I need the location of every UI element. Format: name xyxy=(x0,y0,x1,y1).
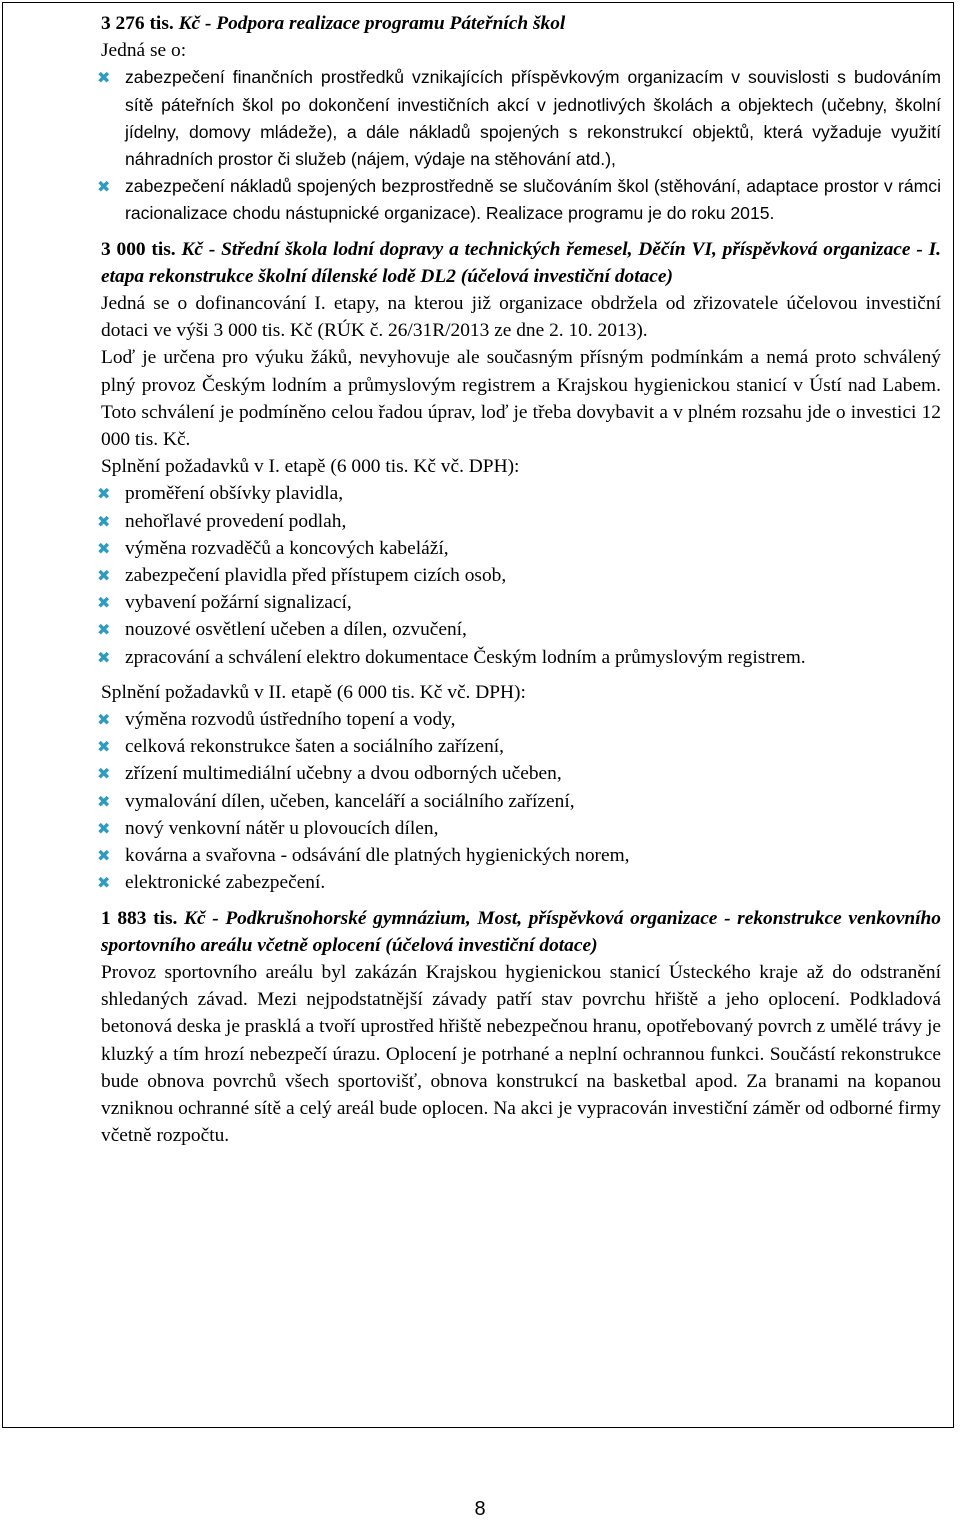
cross-bullet-icon: ✖ xyxy=(97,818,111,838)
section-heading xyxy=(101,905,941,959)
bullet-list xyxy=(97,64,941,227)
cross-bullet-icon: ✖ xyxy=(97,177,111,197)
cross-bullet-icon: ✖ xyxy=(97,511,111,531)
cross-bullet-icon: ✖ xyxy=(97,484,111,504)
heading-amount: 3 000 tis. xyxy=(101,238,176,260)
cross-bullet-icon: ✖ xyxy=(97,846,111,866)
paragraph: Provoz sportovního areálu byl zakázán Krajskou hygienickou stanicí Ústeckého kraje až do odstranění shledaných závad. Mezi nejpodstatnější závady patří stav povrchu hřiště a jeho oplocení. Podkladová betonová deska je prasklá a tvoří uprostřed hřiště nebezpečnou hranu, opotřebovaný povrch z umělé trávy je kluzký a tím hrozí nebezpečí úrazu. Oplocení je potrhané a neplní ochrannou funkci. Součástí rekonstrukce bude obnova povrchů všech sportovišť, obnova konstrukcí na basketbal apod. Za branami na kopanou vzniknou ochranné sítě a celý areál bude oplocen. Na akci je vypracován investiční záměr od odborné firmy včetně rozpočtu. xyxy=(101,961,941,1147)
heading-title: Kč - Podkrušnohorské gymnázium, Most, příspěvková organizace - rekonstrukce venkovního sportovního areálu včetně oplocení (účelová investiční dotace) xyxy=(101,907,941,956)
cross-bullet-icon: ✖ xyxy=(97,764,111,784)
list-item: ✖ proměření obšívky plavidla, xyxy=(101,480,941,507)
list-item: ✖ výměna rozvaděčů a koncových kabeláží, xyxy=(101,535,941,562)
cross-bullet-icon: ✖ xyxy=(97,538,111,558)
list-item: ✖ zabezpečení plavidla před přístupem cizích osob, xyxy=(101,562,941,589)
list-item: ✖ kovárna a svařovna - odsávání dle platných hygienických norem, xyxy=(101,842,941,869)
cross-bullet-icon: ✖ xyxy=(97,710,111,730)
heading-title: Kč - Střední škola lodní dopravy a technických řemesel, Děčín VI, příspěvková organizace - I. etapa rekonstrukce školní dílenské lodě DL2 (účelová investiční dotace) xyxy=(101,238,941,287)
document-body xyxy=(97,10,941,1149)
list-item: ✖ vybavení požární signalizací, xyxy=(101,589,941,616)
page-number: 8 xyxy=(474,1498,486,1520)
cross-bullet-icon: ✖ xyxy=(97,68,111,88)
cross-bullet-icon: ✖ xyxy=(97,737,111,757)
bullet-list xyxy=(97,706,941,896)
list-item: ✖ zabezpečení nákladů spojených bezprostředně se slučováním škol (stěhování, adaptace prostor v rámci racionalizace chodu nástupnické organizace). Realizace programu je do roku 2015. xyxy=(101,173,941,227)
section-heading xyxy=(101,10,941,37)
cross-bullet-icon: ✖ xyxy=(97,647,111,667)
list-item: ✖ elektronické zabezpečení. xyxy=(101,869,941,896)
list-item: ✖ výměna rozvodů ústředního topení a vody, xyxy=(101,706,941,733)
stage-title: Splnění požadavků v II. etapě (6 000 tis. Kč vč. DPH): xyxy=(101,681,526,703)
list-item: ✖ celková rekonstrukce šaten a sociálního zařízení, xyxy=(101,733,941,760)
heading-amount: 3 276 tis. xyxy=(101,13,174,34)
list-item: ✖ nehořlavé provedení podlah, xyxy=(101,508,941,535)
list-item: ✖ zpracování a schválení elektro dokumentace Českým lodním a průmyslovým registrem. xyxy=(101,644,941,671)
stage-title: Splnění požadavků v I. etapě (6 000 tis. Kč vč. DPH): xyxy=(101,456,520,478)
list-item: ✖ nový venkovní nátěr u plovoucích dílen, xyxy=(101,815,941,842)
cross-bullet-icon: ✖ xyxy=(97,593,111,613)
heading-amount: 1 883 tis. xyxy=(101,907,178,929)
cross-bullet-icon: ✖ xyxy=(97,873,111,893)
list-item: ✖ zabezpečení finančních prostředků vznikajících příspěvkovým organizacím v souvislosti s budováním sítě páteřních škol po dokončení investičních akcí v jednotlivých školách a objektech (učebny, školní jídelny, domovy mládeže), a dále nákladů spojených s rekonstrukcí objektů, která vyžaduje využití náhradních prostor či služeb (nájem, výdaje na stěhování atd.), xyxy=(101,64,941,173)
list-item: ✖ nouzové osvětlení učeben a dílen, ozvučení, xyxy=(101,616,941,643)
paragraph: Loď je určena pro výuku žáků, nevyhovuje ale současným přísným podmínkám a nemá proto schválený plný provoz Českým lodním a průmyslovým registrem a Krajskou hygienickou stanicí v Ústí nad Labem. Toto schválení je podmíněno celou řadou úprav, loď je třeba dovybavit a v plném rozsahu jde o investici 12 000 tis. Kč. xyxy=(101,347,941,451)
paragraph: Jedná se o dofinancování I. etapy, na kterou již organizace obdržela od zřizovatele účelovou investiční dotaci ve výši 3 000 tis. Kč (RÚK č. 26/31R/2013 ze dne 2. 10. 2013). xyxy=(101,293,941,342)
cross-bullet-icon: ✖ xyxy=(97,791,111,811)
cross-bullet-icon: ✖ xyxy=(97,620,111,640)
section-heading xyxy=(101,236,941,290)
cross-bullet-icon: ✖ xyxy=(97,566,111,586)
heading-title: Kč - Podpora realizace programu Páteřních škol xyxy=(178,13,566,34)
bullet-list xyxy=(97,480,941,670)
list-item: ✖ vymalování dílen, učeben, kanceláří a sociálního zařízení, xyxy=(101,788,941,815)
list-item: ✖ zřízení multimediální učebny a dvou odborných učeben, xyxy=(101,760,941,787)
intro-text: Jedná se o: xyxy=(101,40,187,62)
